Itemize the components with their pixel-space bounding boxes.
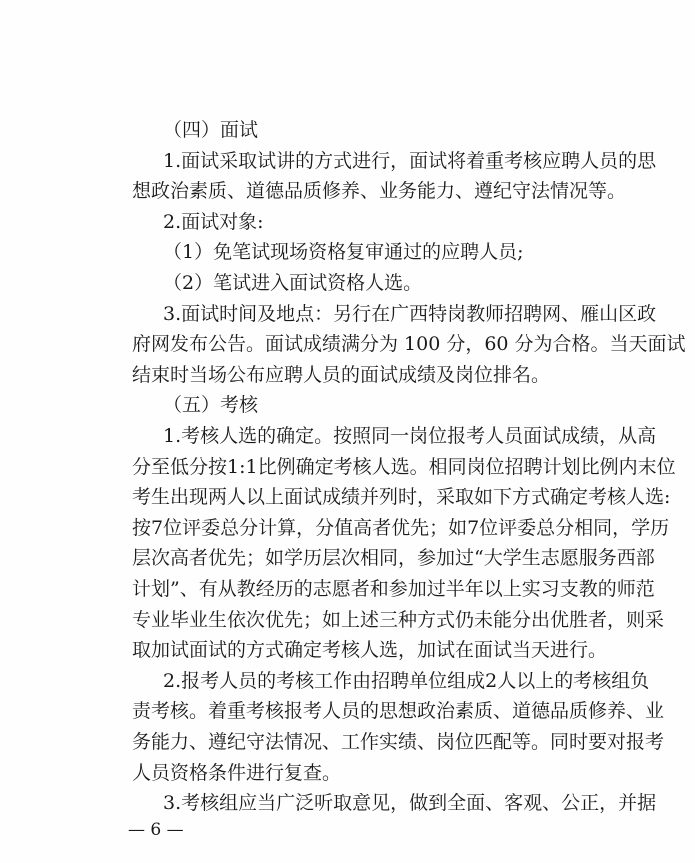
text-line: 考生出现两人以上面试成绩并列时，采取如下方式确定考核人选:: [132, 486, 671, 509]
text-line: 3.面试时间及地点：另行在广西特岗教师招聘网、雁山区政: [163, 302, 657, 325]
page-number: — 6 —: [128, 820, 184, 840]
text-line: （五）考核: [163, 394, 259, 417]
text-line: （四）面试: [163, 119, 259, 141]
text-line: （2）笔试进入面试资格人选。: [163, 272, 423, 294]
text-line: 1.面试采取试讲的方式进行，面试将着重考核应聘人员的思: [163, 149, 657, 172]
text-line: 分至低分按1:1比例确定考核人选。相同岗位招聘计划比例内末位: [132, 455, 676, 478]
text-line: 2.报考人员的考核工作由招聘单位组成2人以上的考核组负: [163, 669, 650, 692]
text-line: 想政治素质、道德品质修养、业务能力、遵纪守法情况等。: [132, 180, 627, 203]
text-line: 取加试面试的方式确定考核人选，加试在面试当天进行。: [132, 639, 608, 662]
text-line: 府网发布公告。面试成绩满分为 100 分，60 分为合格。当天面试: [132, 333, 686, 356]
text-line: 务能力、遵纪守法情况、工作实绩、岗位匹配等。同时要对报考: [132, 731, 665, 753]
text-line: 2.面试对象:: [163, 210, 264, 233]
text-line: 专业毕业生依次优先；如上述三种方式仍未能分出优胜者，则采: [132, 608, 665, 631]
text-line: 人员资格条件进行复查。: [132, 761, 342, 784]
text-line: 3.考核组应当广泛听取意见，做到全面、客观、公正，并据: [163, 792, 657, 815]
text-line: 责考核。着重考核报考人员的思想政治素质、道德品质修养、业: [132, 700, 665, 723]
text-line: 计划”、有从教经历的志愿者和参加过半年以上实习支教的师范: [132, 578, 655, 600]
text-line: 层次高者优先；如学历层次相同，参加过“大学生志愿服务西部: [132, 547, 655, 570]
text-line: 结束时当场公布应聘人员的面试成绩及岗位排名。: [132, 363, 551, 386]
text-line: 1.考核人选的确定。按照同一岗位报考人员面试成绩，从高: [163, 425, 657, 447]
text-line: 按7位评委总分计算，分值高者优先；如7位评委总分相同，学历: [132, 516, 670, 539]
text-line: （1）免笔试现场资格复审通过的应聘人员;: [163, 241, 524, 264]
